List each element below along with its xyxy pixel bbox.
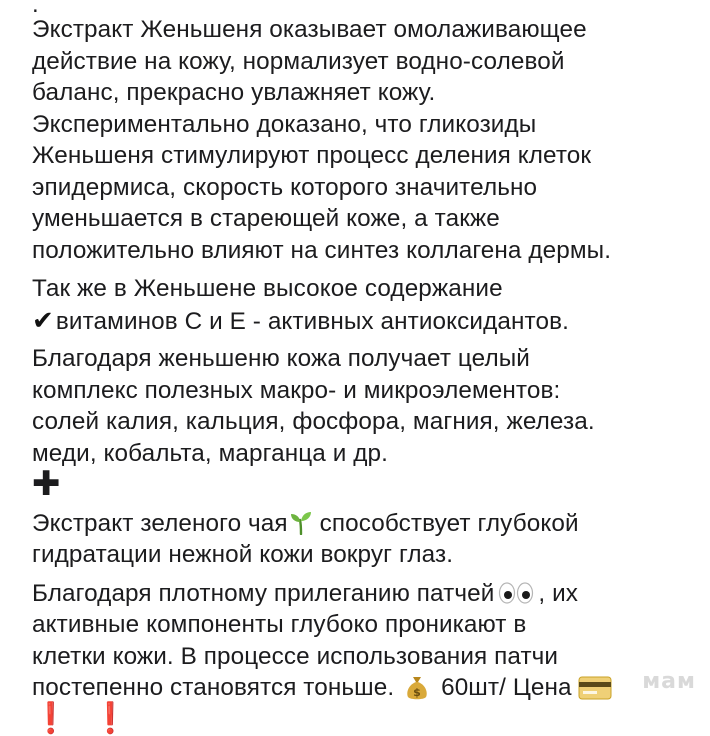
text-line: действие на кожу, нормализует водно-солевой xyxy=(32,47,565,75)
text-line: Женьшеня стимулируют процесс деления клеток xyxy=(32,142,592,169)
text-fragment: Благодаря плотному прилеганию патчей xyxy=(32,579,495,607)
text-line: клетки кожи. В процессе использования патчи xyxy=(32,642,559,670)
plus-line xyxy=(32,465,702,503)
check-mark-icon: ✔ xyxy=(32,304,54,335)
text-line: баланс, прекрасно увлажняет кожу. xyxy=(32,79,436,106)
text-line: уменьшается в стареющей коже, а также xyxy=(32,205,500,232)
eyes-icon xyxy=(498,582,534,604)
text-line: гидратации нежной кожи вокруг глаз. xyxy=(32,541,454,568)
money-bag-icon xyxy=(405,673,429,701)
text-line-with-eyes xyxy=(32,578,702,610)
paragraph-vitamins xyxy=(32,273,702,336)
paragraph-green-tea xyxy=(32,508,702,571)
text-line: меди, кобальта, марганца и др. xyxy=(32,439,388,467)
leading-dot: . xyxy=(32,0,39,18)
paragraph-ginseng-extract xyxy=(32,14,702,266)
text-line: Так же в Женьшене высокое содержание xyxy=(32,275,503,302)
heavy-plus-icon: ✚ xyxy=(32,465,61,503)
seedling-icon xyxy=(290,511,312,535)
text-line-with-check xyxy=(32,305,702,337)
text-fragment: витаминов С и Е - активных антиоксидантов. xyxy=(55,307,569,335)
text-fragment: , их xyxy=(538,579,578,607)
text-fragment: способствует глубокой xyxy=(319,509,579,537)
text-line: Благодаря женьшеню кожа получает целый xyxy=(32,345,530,372)
credit-card-icon xyxy=(578,675,612,701)
site-watermark-logo: мам xyxy=(642,669,696,694)
red-exclamation-icon: ❗ xyxy=(91,701,129,735)
post-text xyxy=(32,0,702,735)
paragraph-microelements xyxy=(32,343,702,469)
svg-text:$: $ xyxy=(413,686,421,699)
text-fragment: постепенно становятся тоньше. xyxy=(32,674,395,701)
text-line: эпидермиса, скорость которого значительно xyxy=(32,173,538,201)
red-exclamation-icon: ❗ xyxy=(32,701,70,735)
text-line: солей калия, кальция, фосфора, магния, железа. xyxy=(32,408,595,435)
text-line: Экспериментально доказано, что гликозиды xyxy=(32,110,537,138)
exclamation-line xyxy=(32,701,702,736)
text-fragment: Экстракт зеленого чая xyxy=(32,509,288,537)
text-line: положительно влияют на синтез коллагена дермы. xyxy=(32,236,612,264)
text-line: Экстракт Женьшеня оказывает омолаживающее xyxy=(32,16,587,43)
text-line: комплекс полезных макро- и микроэлементов: xyxy=(32,376,561,404)
text-line-with-icons xyxy=(32,672,702,704)
text-line: активные компоненты глубоко проникают в xyxy=(32,611,527,638)
text-line-with-sprout xyxy=(32,508,702,540)
text-fragment: 60шт/ Цена xyxy=(441,674,572,701)
paragraph-patches xyxy=(32,578,702,736)
